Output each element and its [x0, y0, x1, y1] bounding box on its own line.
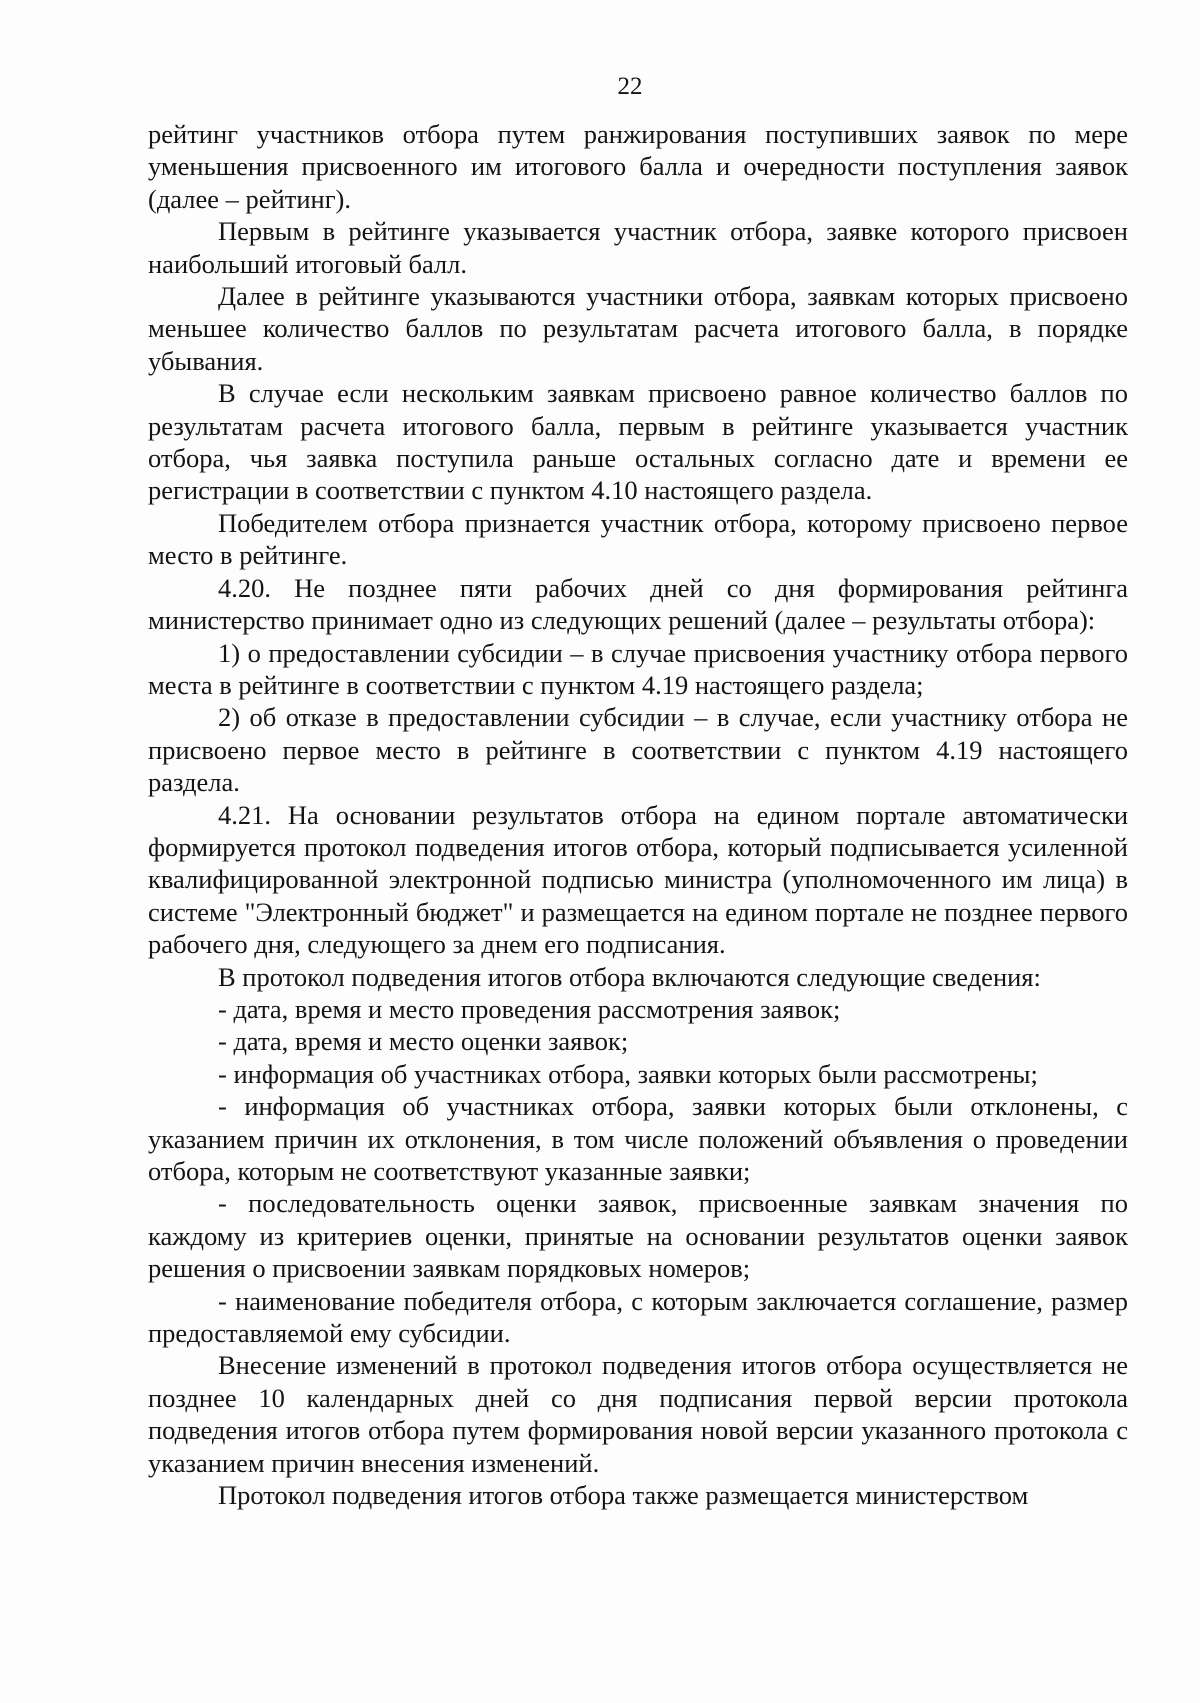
document-body — [148, 118, 1128, 1511]
list-item-reviewed-participants: - информация об участниках отбора, заявки которых были рассмотрены; — [218, 1058, 1038, 1089]
paragraph-4-20: 4.20. Не позднее пяти рабочих дней со дня формирования рейтинга министерство принимает одно из следующих решений (далее – результаты отбора): — [148, 572, 1128, 636]
paragraph-4-21: 4.21. На основании результатов отбора на едином портале автоматически формируется протокол подведения итогов отбора, который подписывается усиленной квалифицированной электронной подписью министра (уполномоченного им лица) в системе "Электронный бюджет" и размещается на едином портале не позднее первого рабочего дня, следующего за днем его подписания. — [148, 799, 1128, 960]
paragraph-equal-scores: В случае если нескольким заявкам присвоено равное количество баллов по результатам расчета итогового балла, первым в рейтинге указывается участник отбора, чья заявка поступила раньше остальных согласно дате и времени ее регистрации в соответствии с пунктом 4.10 настоящего раздела. — [148, 378, 1128, 506]
paragraph-rating-definition: рейтинг участников отбора путем ранжирования поступивших заявок по мере уменьшения присвоенного им итогового балла и очередности поступления заявок (далее – рейтинг). — [148, 119, 1128, 214]
list-item-decision-refusal: 2) об отказе в предоставлении субсидии – в случае, если участнику отбора не присвоено первое место в рейтинге в соответствии с пунктом 4.19 настоящего раздела. — [148, 702, 1128, 798]
paragraph-protocol-contents: В протокол подведения итогов отбора включаются следующие сведения: — [218, 961, 1041, 992]
list-item-evaluation-date: - дата, время и место оценки заявок; — [218, 1026, 629, 1057]
list-item-review-date: - дата, время и место проведения рассмотрения заявок; — [218, 993, 841, 1024]
list-item-rejected-participants: - информация об участниках отбора, заявки которых были отклонены, с указанием причин их отклонения, в том числе положений объявления о проведении отбора, которым не соответствуют указанные заявки; — [148, 1091, 1128, 1186]
list-item-decision-grant: 1) о предоставлении субсидии – в случае присвоения участнику отбора первого места в рейтинге в соответствии с пунктом 4.19 настоящего раздела; — [148, 637, 1128, 700]
paragraph-protocol-changes: Внесение изменений в протокол подведения итогов отбора осуществляется не позднее 10 календарных дней со дня подписания первой версии протокола подведения итогов отбора путем формирования новой версии указанного протокола с указанием причин внесения изменений. — [148, 1350, 1128, 1478]
list-item-evaluation-sequence: - последовательность оценки заявок, присвоенные заявкам значения по каждому из критериев оценки, принятые на основании результатов оценки заявок решения о присвоении заявкам порядковых номеров; — [148, 1188, 1128, 1284]
paragraph-winner: Победителем отбора признается участник отбора, которому присвоено первое место в рейтинге. — [148, 507, 1128, 571]
paragraph-protocol-publication: Протокол подведения итогов отбора также размещается министерством — [218, 1480, 1029, 1511]
paragraph-first-in-rating: Первым в рейтинге указывается участник отбора, заявке которого присвоен наибольший итоговый балл. — [148, 216, 1128, 279]
page-number: 22 — [617, 73, 643, 100]
paragraph-next-in-rating: Далее в рейтинге указываются участники отбора, заявкам которых присвоено меньшее количество баллов по результатам расчета итогового балла, в порядке убывания. — [148, 281, 1128, 376]
list-item-winner-name: - наименование победителя отбора, с которым заключается соглашение, размер предоставляемой ему субсидии. — [148, 1285, 1128, 1349]
